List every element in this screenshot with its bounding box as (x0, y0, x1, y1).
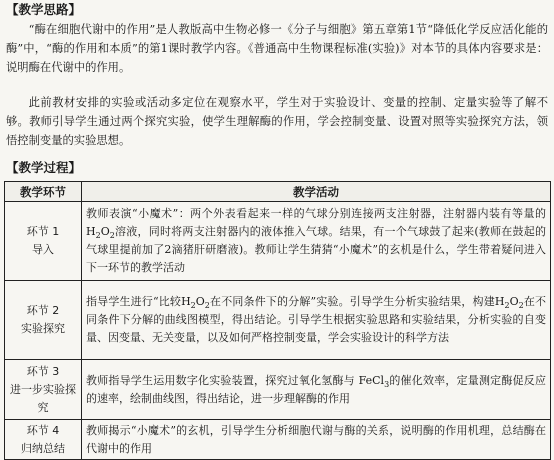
step-cell (5, 420, 82, 460)
step-name: 实验探究 (21, 322, 65, 335)
subscript: 2 (109, 231, 115, 241)
table-row (5, 281, 551, 360)
subscript: 2 (190, 301, 196, 311)
activity-text: 教师指导学生运用数字化实验装置，探究过氧化氢酶与 FeCl (86, 373, 385, 387)
subscript: 3 (384, 379, 390, 389)
activity-text: 教师表演“小魔术”：两个外表看起来一样的气球分别连接两支注射器，注射器内装有等量的H (86, 207, 546, 238)
activity-text: 在不同条件下分解的曲线图模型，得出结论。引导学生根据实验思路和实验结果，分析实验的自变量、因变量、无关变量，以及如何严格控制变量，学会实验设计的科学方法 (86, 295, 547, 344)
table-row (5, 420, 551, 460)
activity-cell (82, 420, 551, 460)
section-title-teaching-process: 【教学过程】 (6, 160, 82, 175)
step-number: 环节 4 (26, 423, 60, 437)
step-cell (5, 281, 82, 360)
activity-cell (82, 360, 551, 420)
step-cell (5, 360, 82, 420)
step-number: 环节 1 (26, 225, 60, 238)
step-number: 环节 2 (26, 304, 60, 317)
subscript: 2 (204, 301, 210, 311)
activity-text: O (195, 295, 205, 308)
subscript: 2 (95, 231, 101, 241)
table-header-row (5, 182, 551, 202)
activity-text: O (100, 225, 110, 238)
step-name: 进一步实验探究 (10, 382, 76, 414)
header-activity: 教学活动 (82, 182, 551, 202)
activity-text: O (509, 295, 519, 308)
step-number: 环节 3 (26, 364, 60, 378)
activity-text: 在不同条件下的分解”实验。引导学生分析实验结果，构建H (209, 295, 505, 308)
table-row (5, 360, 551, 420)
paragraph-method: 此前教材安排的实验或活动多定位在观察水平，学生对于实验设计、变量的控制、定量实验等了解不够。教师引导学生通过两个探究实验，使学生理解酶的作用，学会控制变量、设置对照等实验探究方法，领悟控制变量的实验思想。 (6, 96, 548, 147)
subscript: 2 (504, 301, 510, 311)
step-cell (5, 202, 82, 281)
section-title-teaching-idea: 【教学思路】 (6, 2, 82, 17)
teaching-process-table (4, 181, 551, 460)
activity-text: 教师揭示“小魔术”的玄机，引导学生分析细胞代谢与酶的关系，说明酶的作用机理，总结酶在代谢中的作用 (86, 423, 546, 455)
paragraph-intro: “酶在细胞代谢中的作用”是人教版高中生物必修一《分子与细胞》第五章第1节“降低化学反应活化能的酶”中，“酶的作用和本质”的第1课时教学内容。《普通高中生物课程标准(实验)》对本节的具体内容要求是：说明酶在代谢中的作用。 (6, 23, 548, 74)
activity-text: 的催化效率，定量测定酶促反应的速率，绘制曲线图，得出结论，进一步理解酶的作用 (86, 373, 546, 405)
activity-text: 指导学生进行“比较H (86, 295, 191, 308)
activity-text: 溶液，同时将两支注射器内的液体推入气球。结果，有一个气球鼓了起来(教师在鼓起的气球里提前加了2滴猪肝研磨液)。教师让学生猜猜“小魔术”的玄机是什么，学生带着疑问进入下一环节的教学活动 (86, 225, 546, 274)
activity-cell (82, 202, 551, 281)
header-step: 教学环节 (5, 182, 82, 202)
activity-cell (82, 281, 551, 360)
subscript: 2 (518, 301, 524, 311)
step-name: 导入 (32, 243, 54, 256)
table-row (5, 202, 551, 281)
step-name: 归纳总结 (21, 441, 65, 455)
